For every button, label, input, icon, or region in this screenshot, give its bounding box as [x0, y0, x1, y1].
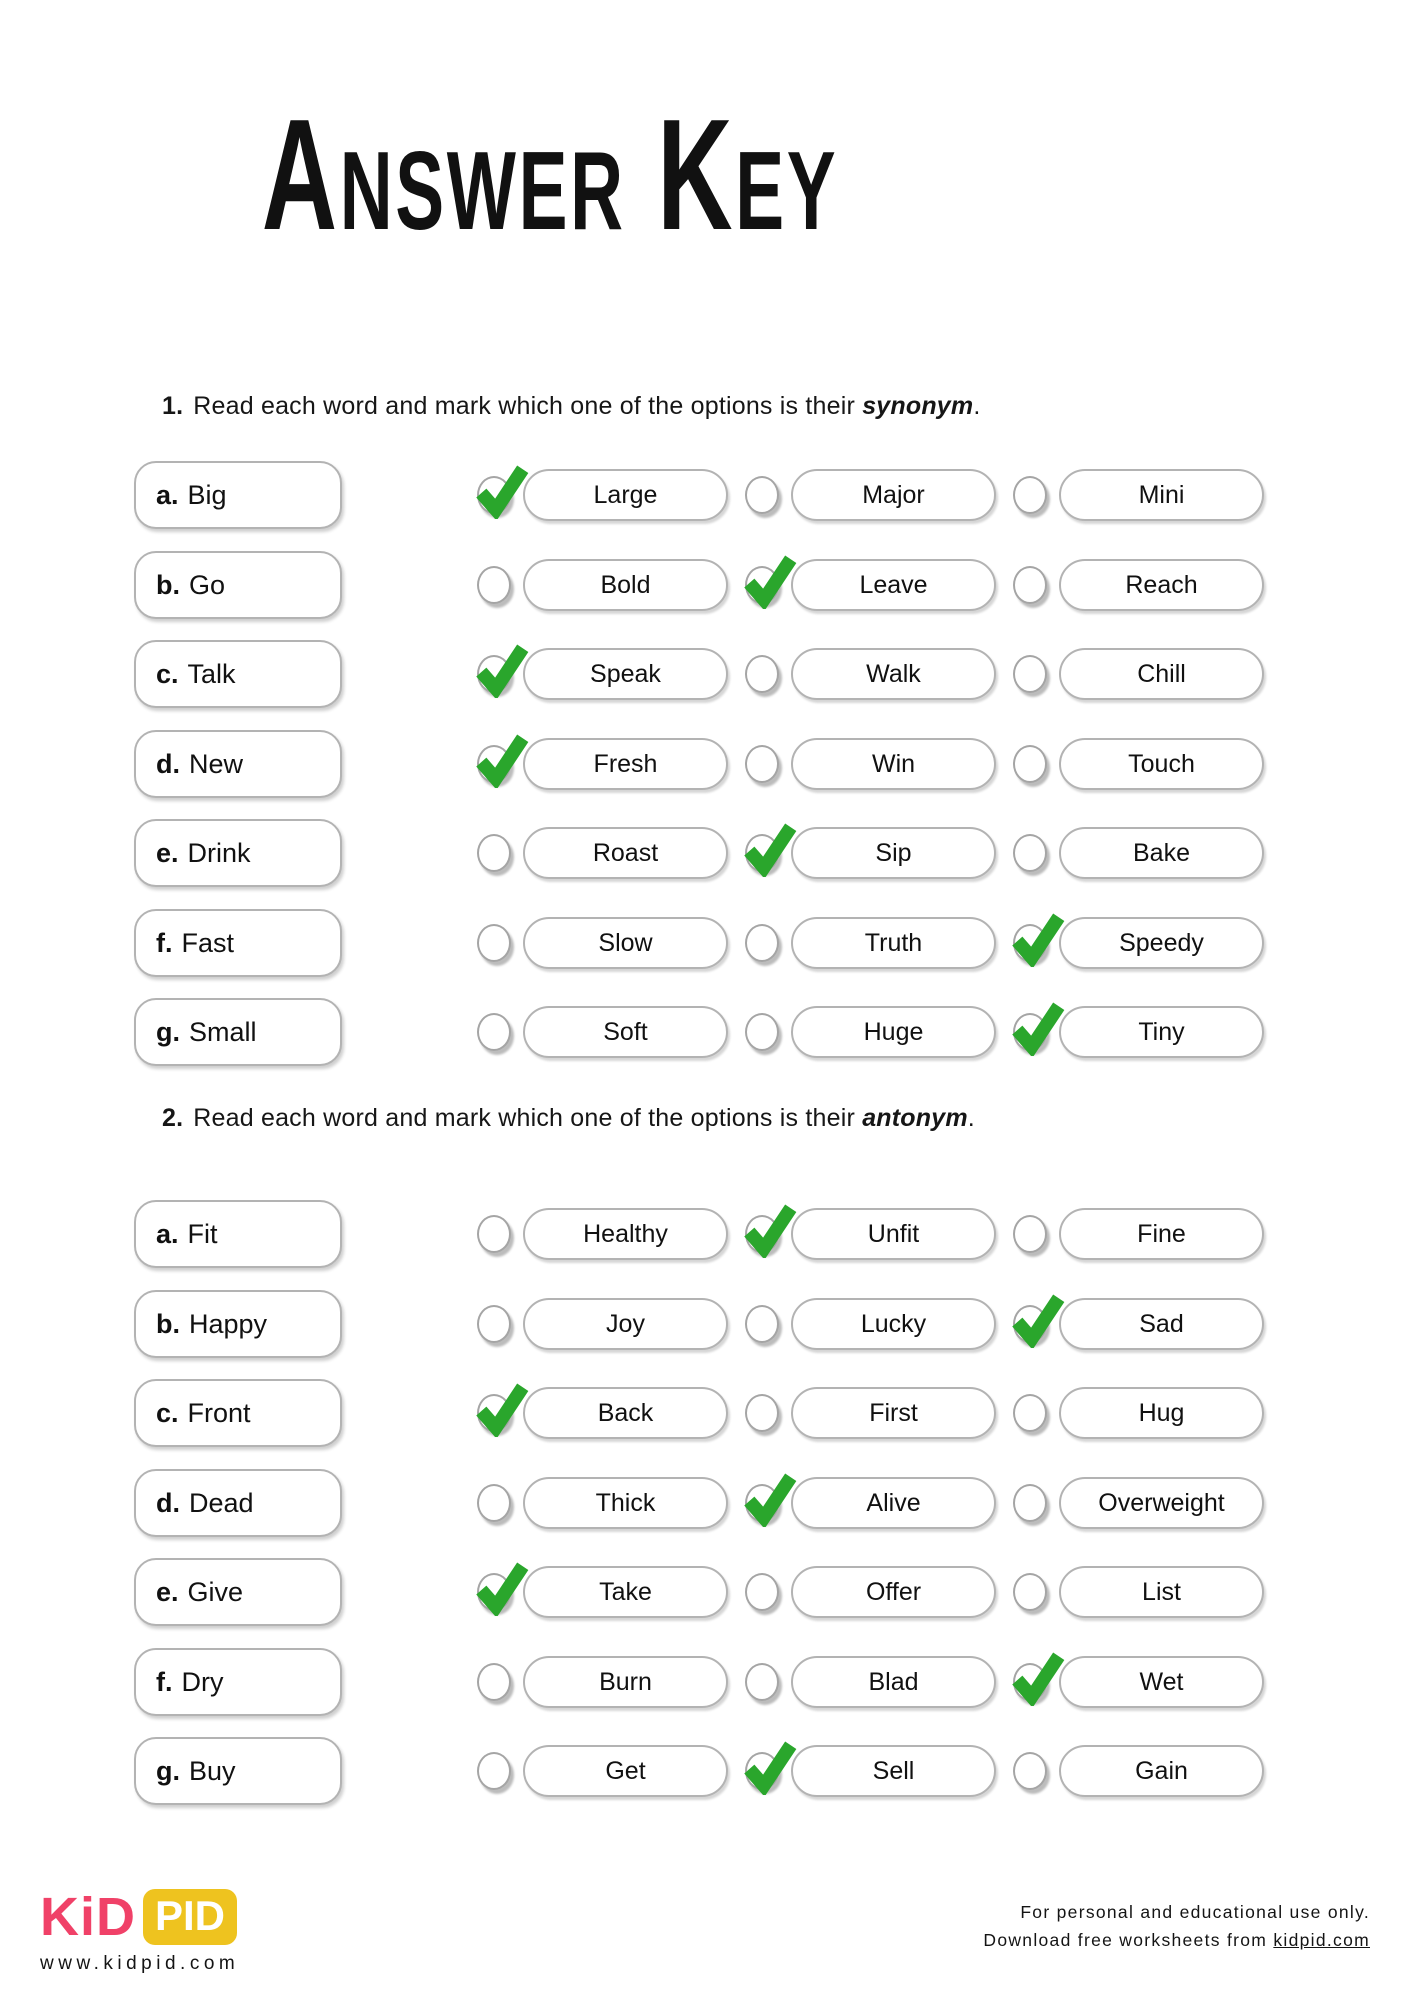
- section-2-suffix: .: [967, 1104, 975, 1132]
- option-pill: [523, 827, 728, 879]
- option-label: Reach: [1125, 570, 1198, 599]
- option-label: Wet: [1139, 1667, 1184, 1696]
- section-2-keyword: antonym: [862, 1104, 968, 1132]
- option-label: Mini: [1138, 480, 1185, 509]
- word-box: [134, 640, 342, 708]
- option-label: Speedy: [1119, 928, 1204, 957]
- option-label: Overweight: [1098, 1488, 1225, 1517]
- option: [1013, 917, 1264, 969]
- option: [477, 1477, 728, 1529]
- section-1-keyword: synonym: [862, 392, 974, 420]
- word-box: [134, 551, 342, 619]
- option-label: Take: [599, 1577, 652, 1606]
- options-group: [477, 738, 1281, 790]
- option-radio[interactable]: [1013, 1394, 1047, 1432]
- option-pill: [1059, 917, 1264, 969]
- options-group: [477, 1387, 1281, 1439]
- option-label: Healthy: [583, 1219, 668, 1248]
- option-label: Leave: [859, 570, 928, 599]
- word-box: [134, 1469, 342, 1537]
- option-pill: [1059, 648, 1264, 700]
- option-label: Soft: [603, 1017, 648, 1046]
- options-group: [477, 1745, 1281, 1797]
- word-box: [134, 1379, 342, 1447]
- answer-row: [134, 818, 1281, 888]
- option-radio[interactable]: [745, 476, 779, 514]
- option-label: Chill: [1137, 659, 1186, 688]
- word-label: Talk: [187, 658, 236, 689]
- check-icon: [1008, 909, 1066, 967]
- option: [745, 1745, 996, 1797]
- option: [1013, 1208, 1264, 1260]
- word-letter: b.: [156, 569, 180, 600]
- option-radio[interactable]: [477, 1013, 511, 1051]
- kidpid-link[interactable]: kidpid.com: [1273, 1930, 1370, 1950]
- word-letter: e.: [156, 1576, 179, 1607]
- option: [745, 738, 996, 790]
- option-radio[interactable]: [477, 566, 511, 604]
- answer-row: [134, 1736, 1281, 1806]
- option-radio[interactable]: [745, 1215, 779, 1253]
- option: [477, 827, 728, 879]
- option-pill: [1059, 1387, 1264, 1439]
- option-pill: [791, 1656, 996, 1708]
- word-label: Go: [189, 569, 226, 600]
- word-label: Fit: [187, 1218, 218, 1249]
- option-radio[interactable]: [1013, 1305, 1047, 1343]
- option: [1013, 1477, 1264, 1529]
- option-pill: [523, 1298, 728, 1350]
- word-letter: c.: [156, 658, 179, 689]
- option-label: Sell: [872, 1756, 915, 1785]
- footer-note-line2: [983, 1926, 1370, 1954]
- option-label: Major: [862, 480, 925, 509]
- option-pill: [523, 1208, 728, 1260]
- option-pill: [1059, 1566, 1264, 1618]
- option-label: Huge: [863, 1017, 924, 1046]
- option-radio[interactable]: [477, 1752, 511, 1790]
- section-1-suffix: .: [973, 392, 981, 420]
- section-1-instruction: [162, 392, 981, 421]
- option: [745, 469, 996, 521]
- option-label: Truth: [864, 928, 923, 957]
- options-group: [477, 1566, 1281, 1618]
- option-radio[interactable]: [1013, 1215, 1047, 1253]
- word-label: Fast: [181, 927, 235, 958]
- option-radio[interactable]: [477, 1484, 511, 1522]
- section-1-instruction-text: Read each word and mark which one of the options is their: [193, 392, 856, 420]
- option: [745, 1477, 996, 1529]
- option-label: Gain: [1135, 1756, 1188, 1785]
- option-radio[interactable]: [745, 924, 779, 962]
- answer-row: [134, 729, 1281, 799]
- word-letter: e.: [156, 837, 179, 868]
- option-label: Get: [605, 1756, 646, 1785]
- options-group: [477, 827, 1281, 879]
- word-box: [134, 998, 342, 1066]
- options-group: [477, 1006, 1281, 1058]
- option-pill: [523, 917, 728, 969]
- word-letter: g.: [156, 1016, 180, 1047]
- answer-row: [134, 1647, 1281, 1717]
- option-label: Tiny: [1138, 1017, 1185, 1046]
- option-pill: [523, 1656, 728, 1708]
- option-radio[interactable]: [1013, 924, 1047, 962]
- option-pill: [523, 1387, 728, 1439]
- option-label: Hug: [1138, 1398, 1185, 1427]
- word-box: [134, 909, 342, 977]
- option-label: Offer: [865, 1577, 922, 1606]
- option-radio[interactable]: [1013, 1484, 1047, 1522]
- option: [745, 1006, 996, 1058]
- word-label: Drink: [187, 837, 251, 868]
- option-radio[interactable]: [1013, 655, 1047, 693]
- option-pill: [1059, 1006, 1264, 1058]
- word-box: [134, 1737, 342, 1805]
- word-letter: f.: [156, 927, 173, 958]
- option: [477, 1387, 728, 1439]
- word-label: Front: [187, 1397, 251, 1428]
- answer-row: [134, 1557, 1281, 1627]
- section-1-number: 1.: [162, 392, 184, 420]
- option-pill: [523, 1745, 728, 1797]
- option: [477, 1656, 728, 1708]
- option: [1013, 559, 1264, 611]
- word-letter: c.: [156, 1397, 179, 1428]
- option-label: Blad: [868, 1667, 919, 1696]
- option: [745, 1566, 996, 1618]
- option-pill: [1059, 559, 1264, 611]
- option-pill: [1059, 1208, 1264, 1260]
- answer-row: [134, 1378, 1281, 1448]
- word-label: Small: [189, 1016, 257, 1047]
- options-group: [477, 1477, 1281, 1529]
- check-icon: [472, 1379, 530, 1437]
- answer-row: [134, 1289, 1281, 1359]
- option: [477, 648, 728, 700]
- word-label: Happy: [189, 1308, 268, 1339]
- word-box: [134, 461, 342, 529]
- option-radio[interactable]: [477, 924, 511, 962]
- word-label: Big: [187, 479, 227, 510]
- option-pill: [791, 1566, 996, 1618]
- option-label: Slow: [598, 928, 653, 957]
- option-label: Thick: [595, 1488, 656, 1517]
- option: [1013, 1745, 1264, 1797]
- option-label: Burn: [599, 1667, 652, 1696]
- option-radio[interactable]: [745, 1305, 779, 1343]
- option-radio[interactable]: [477, 745, 511, 783]
- option: [477, 1745, 728, 1797]
- check-icon: [1008, 1290, 1066, 1348]
- option-pill: [1059, 469, 1264, 521]
- options-group: [477, 648, 1281, 700]
- answer-row: [134, 908, 1281, 978]
- word-box: [134, 730, 342, 798]
- word-letter: g.: [156, 1755, 180, 1786]
- answer-row: [134, 1468, 1281, 1538]
- option-label: Unfit: [867, 1219, 920, 1248]
- word-label: Dry: [181, 1666, 224, 1697]
- option-radio[interactable]: [477, 1573, 511, 1611]
- word-box: [134, 1290, 342, 1358]
- option-pill: [1059, 1298, 1264, 1350]
- option-pill: [791, 827, 996, 879]
- check-icon: [1008, 998, 1066, 1056]
- option-radio[interactable]: [745, 566, 779, 604]
- option-radio[interactable]: [1013, 476, 1047, 514]
- option-pill: [1059, 827, 1264, 879]
- section-2-number: 2.: [162, 1104, 184, 1132]
- option-radio[interactable]: [745, 834, 779, 872]
- option: [1013, 1566, 1264, 1618]
- option-radio[interactable]: [477, 834, 511, 872]
- option-radio[interactable]: [1013, 1663, 1047, 1701]
- check-icon: [740, 1200, 798, 1258]
- option: [477, 1006, 728, 1058]
- word-letter: a.: [156, 1218, 179, 1249]
- option-pill: [791, 1006, 996, 1058]
- option-pill: [1059, 1477, 1264, 1529]
- option: [477, 1298, 728, 1350]
- word-box: [134, 1200, 342, 1268]
- option-pill: [1059, 738, 1264, 790]
- word-label: Give: [187, 1576, 244, 1607]
- option: [745, 1656, 996, 1708]
- option-label: Large: [593, 480, 658, 509]
- option-pill: [791, 1208, 996, 1260]
- option-pill: [791, 1745, 996, 1797]
- option-pill: [523, 1566, 728, 1618]
- option: [477, 1566, 728, 1618]
- option-label: List: [1142, 1577, 1181, 1606]
- answer-row: [134, 550, 1281, 620]
- page-title: Answer Key: [261, 87, 839, 263]
- option-label: Alive: [866, 1488, 921, 1517]
- option: [745, 827, 996, 879]
- option-radio[interactable]: [745, 655, 779, 693]
- word-label: Dead: [189, 1487, 254, 1518]
- check-icon: [740, 1737, 798, 1795]
- answer-row: [134, 639, 1281, 709]
- option-label: First: [869, 1398, 918, 1427]
- check-icon: [740, 1469, 798, 1527]
- logo-pid-badge: PID: [143, 1889, 237, 1945]
- option-pill: [523, 559, 728, 611]
- section-2-instruction: [162, 1104, 975, 1133]
- answer-row: [134, 997, 1281, 1067]
- option: [477, 738, 728, 790]
- check-icon: [740, 551, 798, 609]
- footer-note-line2-text: Download free worksheets from: [983, 1930, 1268, 1950]
- option: [477, 559, 728, 611]
- option-pill: [791, 917, 996, 969]
- option-radio[interactable]: [477, 476, 511, 514]
- option-pill: [791, 738, 996, 790]
- check-icon: [472, 461, 530, 519]
- check-icon: [472, 1558, 530, 1616]
- option-radio[interactable]: [745, 1573, 779, 1611]
- option: [1013, 738, 1264, 790]
- logo-kid-text: KiD: [40, 1887, 136, 1947]
- option-radio[interactable]: [745, 1394, 779, 1432]
- option-pill: [791, 559, 996, 611]
- kidpid-logo: [40, 1886, 239, 1975]
- answer-row: [134, 1199, 1281, 1269]
- footer-note-line1: For personal and educational use only.: [1020, 1902, 1370, 1922]
- option: [745, 559, 996, 611]
- option-radio[interactable]: [477, 655, 511, 693]
- option-label: Fresh: [593, 749, 658, 778]
- option: [1013, 1006, 1264, 1058]
- option-radio[interactable]: [1013, 834, 1047, 872]
- word-box: [134, 1648, 342, 1716]
- option-radio[interactable]: [1013, 1752, 1047, 1790]
- option: [477, 469, 728, 521]
- option-label: Sip: [875, 838, 912, 867]
- check-icon: [740, 819, 798, 877]
- option-pill: [791, 1387, 996, 1439]
- option-pill: [523, 738, 728, 790]
- option: [1013, 648, 1264, 700]
- option-pill: [523, 1477, 728, 1529]
- option-radio[interactable]: [745, 1663, 779, 1701]
- option: [745, 1208, 996, 1260]
- word-letter: d.: [156, 1487, 180, 1518]
- option-radio[interactable]: [477, 1305, 511, 1343]
- option: [1013, 469, 1264, 521]
- option-label: Touch: [1128, 749, 1195, 778]
- option-radio[interactable]: [1013, 1013, 1047, 1051]
- title-wrap: [0, 87, 1414, 263]
- option-pill: [791, 469, 996, 521]
- option-pill: [791, 1477, 996, 1529]
- option: [1013, 1656, 1264, 1708]
- option-label: Speak: [590, 659, 661, 688]
- section-2-instruction-text: Read each word and mark which one of the options is their: [193, 1104, 856, 1132]
- option-pill: [523, 469, 728, 521]
- option-radio[interactable]: [1013, 566, 1047, 604]
- option-label: Back: [597, 1398, 654, 1427]
- logo-url: www.kidpid.com: [40, 1953, 240, 1974]
- word-label: New: [189, 748, 244, 779]
- word-label: Buy: [189, 1755, 236, 1786]
- option-radio[interactable]: [745, 745, 779, 783]
- option-pill: [1059, 1745, 1264, 1797]
- option-radio[interactable]: [477, 1394, 511, 1432]
- option: [1013, 1387, 1264, 1439]
- options-group: [477, 1208, 1281, 1260]
- word-letter: a.: [156, 479, 179, 510]
- option-radio[interactable]: [1013, 1573, 1047, 1611]
- option-label: Lucky: [860, 1309, 927, 1338]
- option: [477, 1208, 728, 1260]
- option-label: Fine: [1137, 1219, 1186, 1248]
- option: [745, 1387, 996, 1439]
- option-radio[interactable]: [477, 1663, 511, 1701]
- option-label: Bold: [600, 570, 651, 599]
- option-pill: [791, 1298, 996, 1350]
- word-box: [134, 819, 342, 887]
- options-group: [477, 559, 1281, 611]
- options-group: [477, 1656, 1281, 1708]
- option-label: Win: [871, 749, 916, 778]
- options-group: [477, 469, 1281, 521]
- options-group: [477, 1298, 1281, 1350]
- check-icon: [1008, 1648, 1066, 1706]
- option: [1013, 827, 1264, 879]
- option-pill: [523, 1006, 728, 1058]
- option-pill: [791, 648, 996, 700]
- option: [477, 917, 728, 969]
- option: [1013, 1298, 1264, 1350]
- word-letter: d.: [156, 748, 180, 779]
- option: [745, 648, 996, 700]
- options-group: [477, 917, 1281, 969]
- option: [745, 917, 996, 969]
- footer-note: [983, 1898, 1370, 1954]
- word-letter: b.: [156, 1308, 180, 1339]
- option-radio[interactable]: [477, 1215, 511, 1253]
- option: [745, 1298, 996, 1350]
- option-radio[interactable]: [745, 1484, 779, 1522]
- word-letter: f.: [156, 1666, 173, 1697]
- option-radio[interactable]: [745, 1752, 779, 1790]
- option-radio[interactable]: [745, 1013, 779, 1051]
- option-label: Roast: [592, 838, 659, 867]
- option-pill: [1059, 1656, 1264, 1708]
- answer-row: [134, 460, 1281, 530]
- option-label: Bake: [1133, 838, 1190, 867]
- word-box: [134, 1558, 342, 1626]
- option-radio[interactable]: [1013, 745, 1047, 783]
- check-icon: [472, 730, 530, 788]
- check-icon: [472, 640, 530, 698]
- option-pill: [523, 648, 728, 700]
- option-label: Sad: [1139, 1309, 1184, 1338]
- option-label: Walk: [866, 659, 921, 688]
- option-label: Joy: [606, 1309, 645, 1338]
